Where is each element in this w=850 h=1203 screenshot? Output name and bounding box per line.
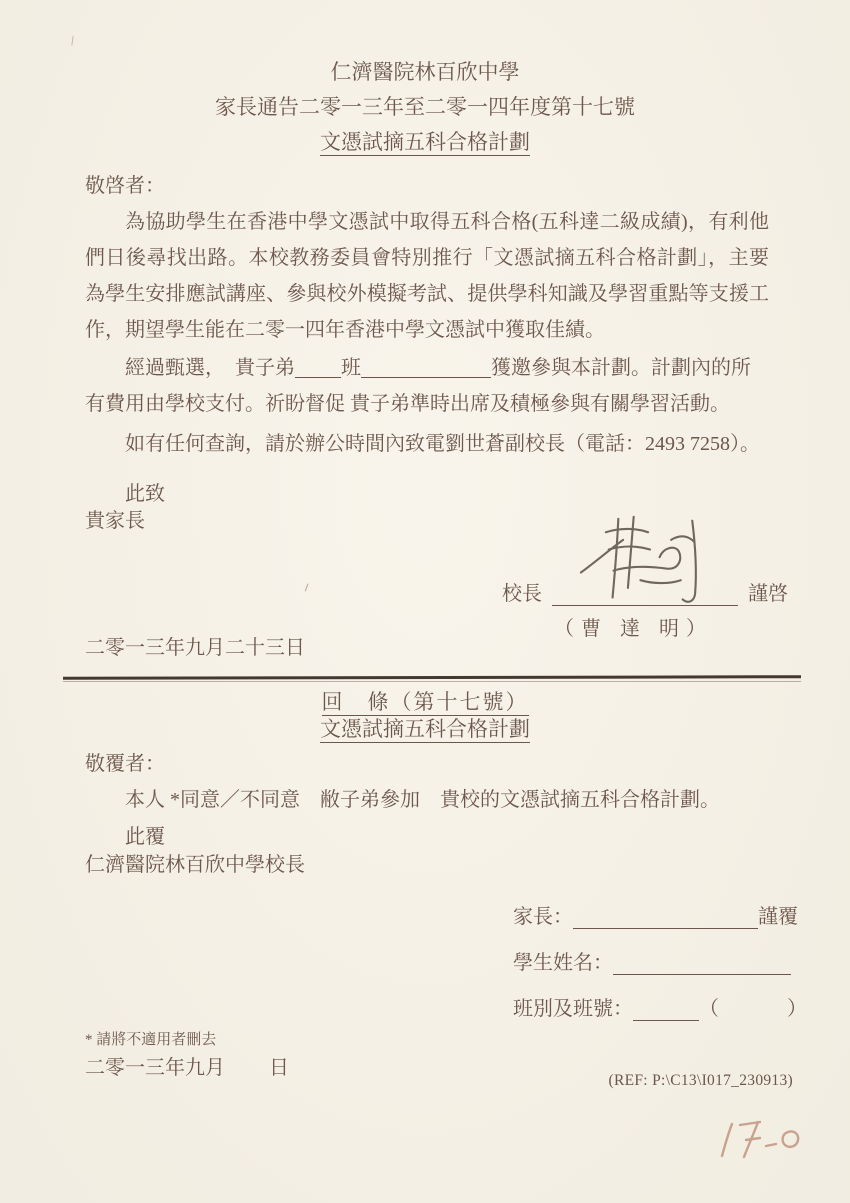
student-name-blank — [613, 955, 791, 975]
closing-cizhi: 此致 — [125, 483, 165, 505]
paren-open: （ — [699, 998, 719, 1020]
salutation: 敬啓者： — [85, 175, 165, 197]
letter-date: 二零一三年九月二十三日 — [85, 637, 305, 659]
signature-line — [552, 582, 738, 606]
paragraph-selection — [85, 350, 769, 422]
file-reference: (REF: P:\C13\I017_230913) — [608, 1072, 793, 1089]
parent-suffix: 謹覆 — [758, 906, 798, 928]
reply-addressee: 仁濟醫院林百欣中學校長 — [85, 854, 305, 876]
section-divider-shadow — [63, 681, 801, 682]
signature-role-label: 校長 — [502, 583, 542, 605]
reply-date-day-label: 日 — [269, 1057, 289, 1079]
reply-salutation: 敬覆者： — [85, 753, 165, 775]
consent-line: 本人 *同意／不同意 敝子弟參加 貴校的文憑試摘五科合格計劃。 — [125, 789, 720, 811]
signature-row — [502, 577, 788, 606]
student-name-field — [513, 949, 807, 975]
paragraph-intro: 為協助學生在香港中學文憑試中取得五科合格(五科達二級成績)，有利他們日後尋找出路。本校教務委員會特別推行「文憑試摘五科合格計劃」，主要為學生安排應試講座、參與校外模擬考試、提供學科知識及學習重點等支援工作，期望學生能在二零一四年香港中學文憑試中獲取佳績。 — [85, 211, 769, 341]
signature-block — [502, 577, 788, 641]
school-name: 仁濟醫院林百欣中學 — [330, 60, 520, 84]
notice-title: 文憑試摘五科合格計劃 — [320, 130, 530, 154]
student-name-label: 學生姓名： — [513, 952, 613, 974]
class-blank-line — [295, 358, 341, 378]
notice-number: 家長通告二零一三年至二零一四年度第十七號 — [215, 95, 635, 119]
reply-slip-subheading: 文憑試摘五科合格計劃 — [320, 717, 530, 741]
parent-signature-blank — [573, 909, 758, 929]
reply-slip-heading: 回 條（第十七號） — [321, 690, 529, 714]
principal-name: （曹 達 明） — [554, 618, 713, 640]
student-name-blank-line — [361, 358, 491, 378]
delete-inapplicable-footnote: * 請將不適用者刪去 — [85, 1032, 217, 1048]
reply-date — [85, 1050, 289, 1086]
section-divider — [63, 675, 801, 680]
document-header — [0, 55, 850, 160]
parent-label: 家長： — [513, 906, 573, 928]
scan-noise-mark — [71, 36, 78, 47]
closing-parents: 貴家長 — [85, 510, 145, 532]
class-blank — [633, 1001, 699, 1021]
class-number-label: 班別及班號： — [513, 998, 633, 1020]
handwritten-note-17-0 — [708, 1112, 818, 1176]
paragraph-enquiry: 如有任何查詢，請於辦公時間內致電劉世蒼副校長（電話：2493 7258）。 — [125, 433, 760, 455]
selection-suffix: 獲邀參與本計劃。計劃內的所有費用由學校支付。祈盼督促 貴子弟準時出席及積極參與有關學習活動。 — [85, 357, 751, 415]
signature-suffix-label: 謹啓 — [748, 583, 788, 605]
selection-prefix: 經過甄選， 貴子弟 — [125, 357, 295, 379]
principal-signature — [570, 513, 730, 609]
class-label: 班 — [341, 357, 361, 379]
reply-fields — [513, 903, 807, 1041]
paren-close: ） — [787, 998, 807, 1020]
reply-date-prefix: 二零一三年九月 — [85, 1057, 225, 1079]
reply-closing: 此覆 — [125, 826, 165, 848]
scan-noise-mark-2 — [305, 584, 311, 593]
class-number-field — [513, 995, 807, 1021]
parent-signature-field — [513, 903, 807, 929]
